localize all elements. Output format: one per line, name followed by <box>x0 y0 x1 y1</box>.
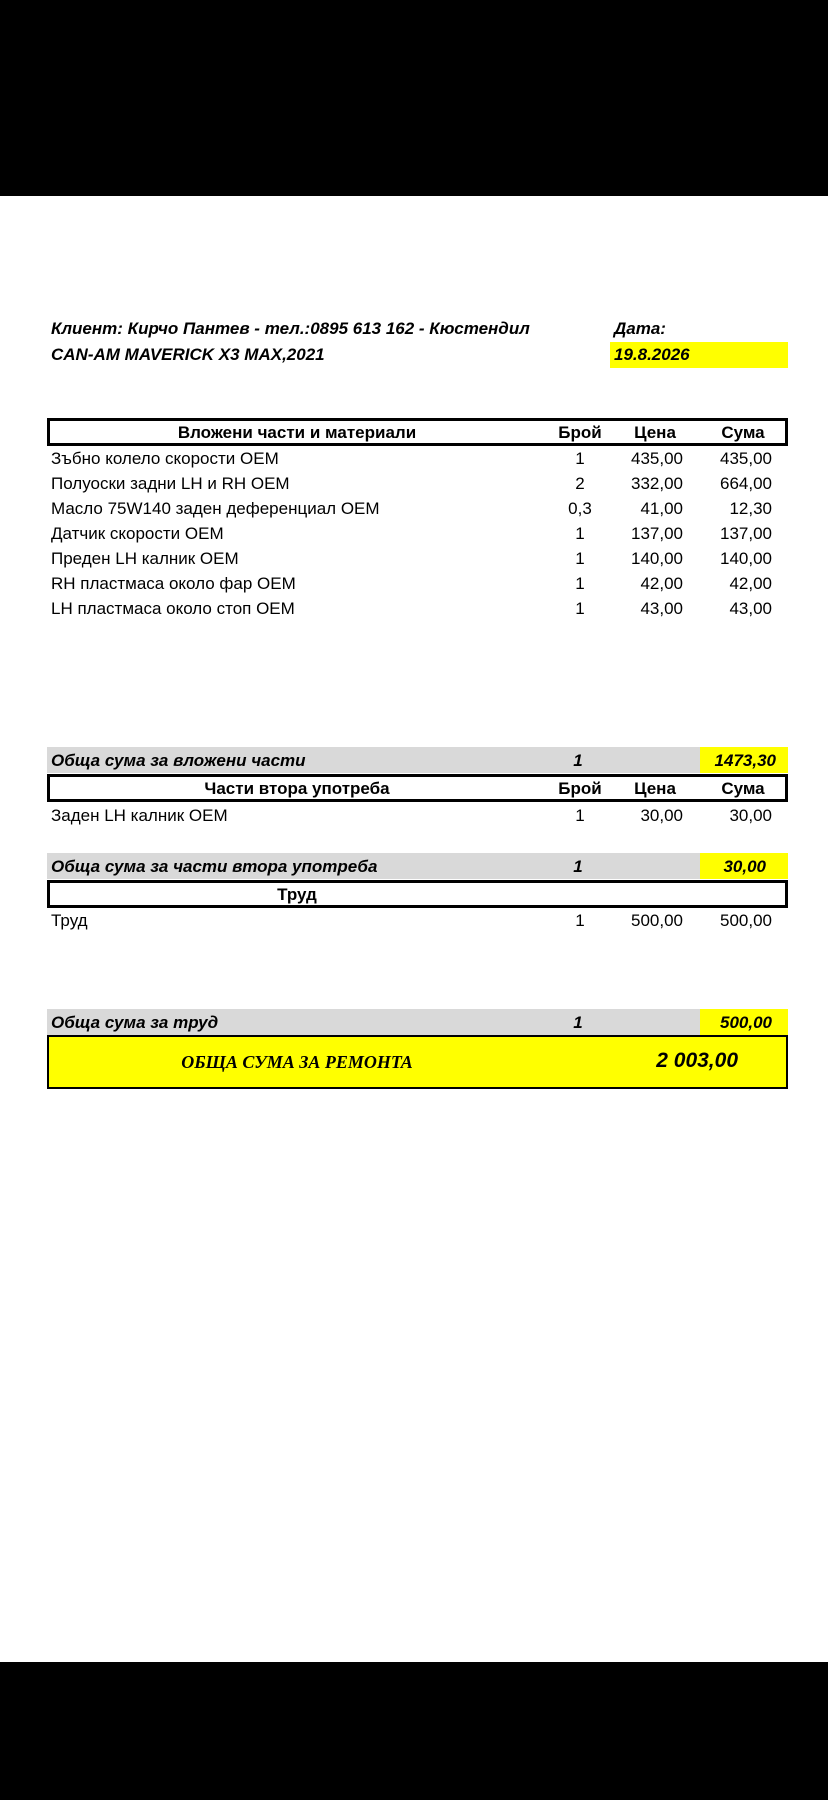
used-parts-total-label: Обща сума за части втора употреба <box>51 857 378 876</box>
grand-total-value: 2 003,00 <box>656 1049 738 1072</box>
table-row-qty: 0,3 <box>568 499 592 518</box>
table-row-name: LH пластмаса около стоп OEM <box>51 599 295 618</box>
table-row-name: Масло 75W140 заден деференциал OEM <box>51 499 380 518</box>
table-row-qty: 1 <box>575 574 585 593</box>
table-row-price: 42,00 <box>640 574 683 593</box>
table-row-sum: 30,00 <box>729 806 772 825</box>
table-row-name: Преден LH калник OEM <box>51 549 239 568</box>
used-parts-col-qty: Брой <box>558 779 602 798</box>
table-row-qty: 1 <box>575 806 585 825</box>
table-row-qty: 1 <box>575 911 585 930</box>
parts-total-label: Обща сума за вложени части <box>51 751 306 770</box>
date-label: Дата: <box>614 319 666 338</box>
client-line: Клиент: Кирчо Пантев - тел.:0895 613 162 - Кюстендил <box>51 319 530 338</box>
table-row-price: 30,00 <box>640 806 683 825</box>
table-row-qty: 1 <box>575 549 585 568</box>
parts-col-price: Цена <box>634 423 676 442</box>
table-row-price: 435,00 <box>631 449 683 468</box>
used-parts-col-price: Цена <box>634 779 676 798</box>
vehicle-line: CAN-AM MAVERICK X3 MAX,2021 <box>51 345 325 364</box>
table-row-price: 140,00 <box>631 549 683 568</box>
labor-total-label: Обща сума за труд <box>51 1013 219 1032</box>
table-row-sum: 43,00 <box>729 599 772 618</box>
labor-total-qty: 1 <box>573 1013 583 1032</box>
table-row-sum: 664,00 <box>720 474 772 493</box>
table-row-qty: 1 <box>575 524 585 543</box>
table-row-name: Труд <box>51 911 88 930</box>
labor-total-value: 500,00 <box>720 1013 772 1032</box>
used-parts-total-qty: 1 <box>573 857 583 876</box>
used-parts-col-sum: Сума <box>721 779 765 798</box>
table-row-price: 43,00 <box>640 599 683 618</box>
table-row-sum: 500,00 <box>720 911 772 930</box>
labor-title: Труд <box>277 885 317 904</box>
parts-col-sum: Сума <box>721 423 765 442</box>
grand-total-label: ОБЩА СУМА ЗА РЕМОНТА <box>181 1052 413 1072</box>
table-row-qty: 2 <box>575 474 585 493</box>
parts-col-qty: Брой <box>558 423 602 442</box>
table-row-price: 500,00 <box>631 911 683 930</box>
date-value: 19.8.2026 <box>610 342 788 368</box>
table-row-sum: 435,00 <box>720 449 772 468</box>
parts-title: Вложени части и материали <box>177 423 417 442</box>
used-parts-total-value: 30,00 <box>723 857 766 876</box>
table-row-name: Зъбно колело скорости OEM <box>51 449 279 468</box>
used-parts-title: Части втора употреба <box>204 779 390 798</box>
table-row-price: 137,00 <box>631 524 683 543</box>
table-row-sum: 12,30 <box>729 499 772 518</box>
table-row-sum: 42,00 <box>729 574 772 593</box>
table-row-name: Датчик скорости OEM <box>51 524 224 543</box>
parts-total-qty: 1 <box>573 751 583 770</box>
table-row-sum: 137,00 <box>720 524 772 543</box>
table-row-name: Заден LH калник OEM <box>51 806 228 825</box>
table-row-name: Полуоски задни LH и RH OEM <box>51 474 290 493</box>
table-row-qty: 1 <box>575 599 585 618</box>
table-row-sum: 140,00 <box>720 549 772 568</box>
parts-total-value: 1473,30 <box>714 751 776 770</box>
table-row-name: RH пластмаса около фар OEM <box>51 574 296 593</box>
table-row-qty: 1 <box>575 449 585 468</box>
table-row-price: 41,00 <box>640 499 683 518</box>
table-row-price: 332,00 <box>631 474 683 493</box>
